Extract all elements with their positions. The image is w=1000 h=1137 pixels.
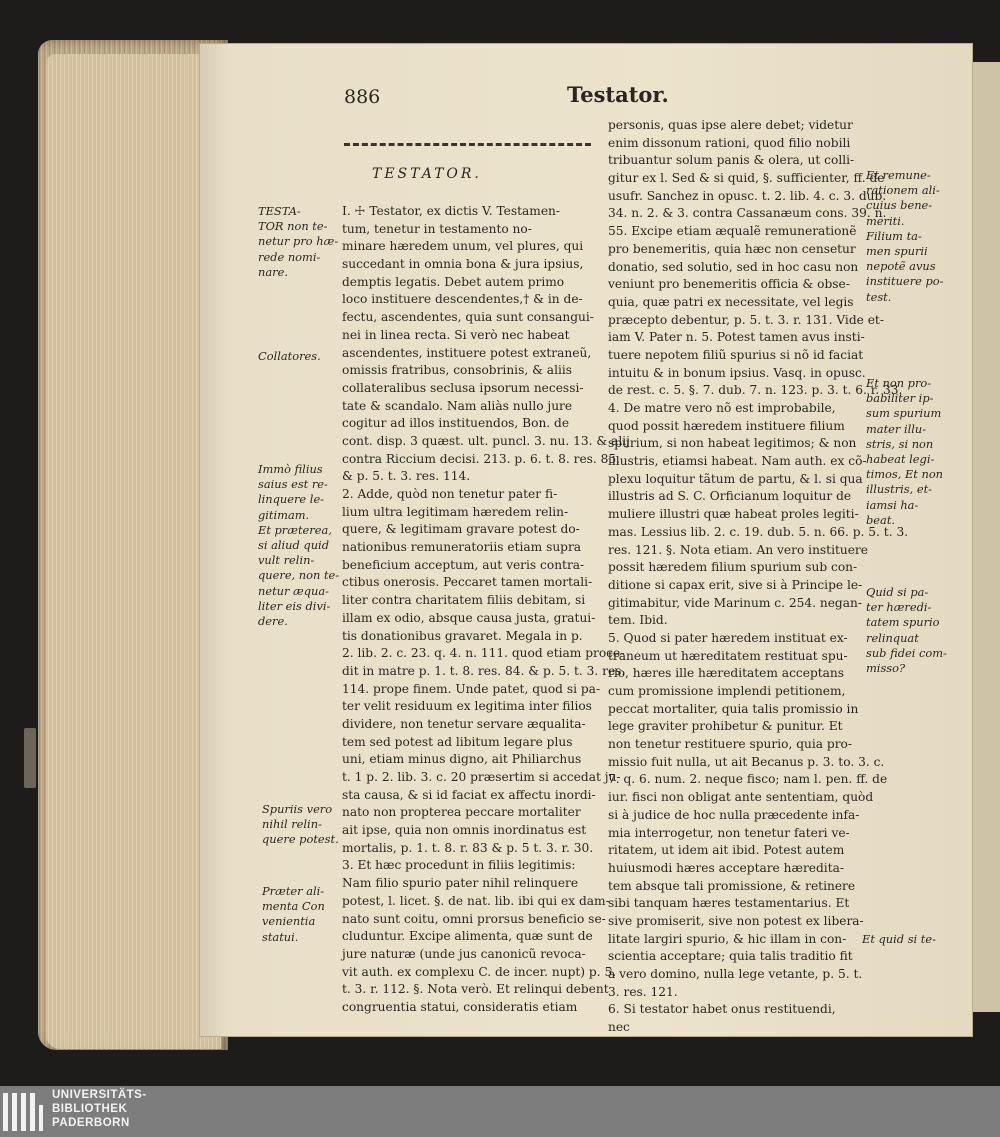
text-line: plexu loquitur tãtum de partu, & l. si qua [608,471,863,486]
margin-note-line: dere. [258,613,288,628]
margin-note-line: Et præterea, [258,522,332,537]
text-line: jure naturæ (unde jus canonicũ revoca- [342,946,586,961]
text-line: 114. prope finem. Unde patet, quod si pa- [342,681,601,696]
margin-note-line: saius est re- [258,477,328,492]
margin-note-line: TOR non te- [258,219,328,234]
margin-note-line: venientia [262,914,316,929]
margin-note-line: Spuriis vero [262,802,333,816]
text-line: beneficium acceptum, aut veris contra- [342,557,585,572]
margin-note [258,462,339,629]
text-line: 3. res. 121. [608,984,678,999]
margin-note-line: statui. [262,929,299,944]
text-line: tribuantur solum panis & olera, ut colli- [608,153,855,168]
margin-note-line: quere potest. [262,832,339,847]
text-line: usufr. Sanchez in opusc. t. 2. lib. 4. c. 3. dub. [608,188,887,203]
text-line: non tenetur restituere spurio, quia pro- [608,737,852,752]
library-name-line: UNIVERSITÄTS- [52,1089,147,1101]
text-line: muliere illustri quæ habeat proles legiti- [608,507,859,522]
text-line: sibi tanquam hæres testamentarius. Et [608,896,850,911]
margin-note [262,802,339,848]
margin-note-line: mater illu- [866,421,927,436]
margin-note-line: iamsi ha- [866,497,919,512]
margin-note-line: menta Con [262,899,325,914]
text-line: enim dissonum rationi, quod filio nobili [608,135,851,150]
text-line: pro benemeritis, quia hæc non censetur [608,241,856,256]
margin-note-line: meriti. [866,213,905,228]
text-line: t. 1 p. 2. lib. 3. c. 20 præsertim si accedat ju- [342,770,621,784]
text-line: congruentia statui, consideratis etiam [342,999,578,1014]
text-line: illam ex odio, absque causa justa, gratui- [342,610,596,625]
margin-note-line: Immò filius [258,462,323,476]
text-line: tis donationibus gravaret. Megala in p. [342,628,583,643]
text-line: ctibus onerosis. Peccaret tamen mortali- [342,575,593,590]
text-line: possit hæredem filium spurium sub con- [608,560,858,575]
text-line: intuitu & in bonum ipsius. Vasq. in opusc. [608,365,866,380]
margin-note-line: rationem ali- [866,183,940,198]
margin-note-line: tatem spurio [866,615,940,630]
text-line: quod possit hæredem instituere filium [608,418,845,433]
text-line: si à judice de hoc nulla præcedente infa- [608,807,860,822]
text-line: nationibus remuneratoriis etiam supra [342,540,582,555]
margin-note [258,349,321,364]
margin-note-line: gitimam. [258,507,310,522]
margin-note-line: Et remune- [866,168,931,182]
text-line: iur. fisci non obligat ante sententiam, quòd [608,790,874,805]
margin-note-line: netur pro hæ- [258,234,339,249]
text-line: illustris ad S. C. Orficianum loquitur de [608,489,852,504]
margin-note-line: Filium ta- [866,228,922,243]
facing-page-edge [972,62,1000,1012]
text-line: personis, quas ipse alere debet; videtur [608,118,853,132]
margin-note [862,932,936,947]
text-line: vit auth. ex complexu C. de incer. nupt) p. 5. [342,964,617,979]
margin-note-line: Collatores. [258,349,321,363]
text-line: tum, tenetur in testamento no- [342,221,532,236]
text-line: mia interrogetur, non tenetur fateri ve- [608,825,850,840]
margin-note-line: Præter ali- [262,884,325,898]
text-line: omissis fratribus, consobrinis, & aliis [342,363,573,378]
margin-note [866,168,944,305]
text-line: tem sed potest ad libitum legare plus [342,734,573,749]
footer-bar [0,1086,1000,1137]
text-line: succedant in omnia bona & jura ipsius, [342,257,584,272]
text-line: 5. Quod si pater hæredem instituat ex- [608,630,848,645]
margin-note-line: nihil relin- [262,817,322,832]
library-name-line: BIBLIOTHEK [52,1103,128,1115]
text-line: 2. lib. 2. c. 23. q. 4. n. 111. quod etiam proce- [342,646,625,661]
text-line: mortalis, p. 1. t. 8. r. 83 & p. 5 t. 3. r. 30. [342,840,594,855]
text-line: lium ultra legitimam hæredem relin- [342,504,569,519]
margin-note-line: instituere po- [866,274,944,289]
section-heading: TESTATOR. [372,166,482,182]
text-line: donatio, sed solutio, sed in hoc casu non [608,259,859,274]
margin-note-line: vult relin- [258,553,315,568]
margin-note-line: si aliud quid [258,537,329,552]
text-line: nato non propterea peccare mortaliter [342,805,581,820]
text-line: illustris, etiamsi habeat. Nam auth. ex cõ- [608,454,867,469]
margin-note-line: netur æqua- [258,583,330,598]
text-line: 55. Excipe etiam æqualẽ remunerationẽ [608,224,857,239]
text-line: contra Riccium decisi. 213. p. 6. t. 8. res. 85. [342,451,621,466]
text-line: iam V. Pater n. 5. Potest tamen avus insti- [608,330,865,345]
text-line: 4. De matre vero nõ est improbabile, [608,401,836,415]
text-line: 3. Et hæc procedunt in filiis legitimis: [342,858,576,873]
text-line: spurium, si non habeat legitimos; & non [608,436,857,451]
margin-note [262,884,325,945]
text-line: nato sunt coitu, omni prorsus beneficio se- [342,911,606,926]
margin-note-line: linquere le- [258,492,325,507]
text-line: peccat mortaliter, quia talis promissio in [608,701,859,716]
text-line: à vero domino, nulla lege vetante, p. 5. t. [608,967,863,981]
book-page-edges [46,54,221,1049]
text-line: quere, & legitimam gravare potest do- [342,522,580,537]
text-line: 6. Si testator habet onus restituendi, [608,1002,836,1017]
text-line: & p. 5. t. 3. res. 114. [342,469,471,484]
text-line: tate & scandalo. Nam aliàs nullo jure [342,398,573,413]
margin-note-line: stris, si non [866,436,934,451]
margin-note-line: babiliter ip- [866,391,934,406]
text-line: veniunt pro benemeritis officia & obse- [608,277,850,292]
text-line: de rest. c. 5. §. 7. dub. 7. n. 123. p. 3. t. 6. r. 33. [608,383,903,398]
text-line: mas. Lessius lib. 2. c. 19. dub. 5. n. 66. p. 5. t. 3. [608,524,909,539]
margin-note [866,585,947,676]
text-line: sta causa, & si id faciat ex affectu inordi- [342,787,596,802]
text-line: ditione si capax erit, sive si à Principe le- [608,577,863,592]
text-line: 7. q. 6. num. 2. neque fisco; nam l. pen. ff. de [608,772,888,787]
text-line: litate largiri spurio, & hic illam in con- [608,931,847,946]
margin-note-line: Et non pro- [866,376,932,390]
text-line: missio fuit nulla, ut ait Becanus p. 3. to. 3. c. [608,754,885,769]
margin-note-line: beat. [866,512,896,527]
text-line: 2. Adde, quòd non tenetur pater fi- [342,487,558,501]
text-line: tem. Ibid. [608,613,668,628]
text-line: nei in linea recta. Si verò nec habeat [342,327,570,342]
text-line: res. 121. §. Nota etiam. An vero instituere [608,542,868,557]
margin-note-line: Quid si pa- [866,585,929,599]
text-line: lege graviter prohibetur & punitur. Et [608,719,843,734]
text-line: dividere, non tenetur servare æqualita- [342,716,586,731]
text-line: scientia acceptare; quia talis traditio fit [608,949,853,964]
text-line: I. ☩ Testator, ex dictis V. Testamen- [342,204,561,218]
margin-note-line: men spurii [866,243,928,258]
text-line: gitimabitur, vide Marinum c. 254. negan- [608,595,862,610]
text-line: demptis legatis. Debet autem primo [342,274,565,289]
text-line: potest, l. licet. §. de nat. lib. ibi qui ex dam- [342,893,610,908]
text-line: nec [608,1020,630,1035]
text-line: sive promiserit, sive non potest ex libera- [608,913,864,928]
text-line: collateralibus seclusa ipsorum necessi- [342,380,584,395]
margin-note-line: habeat legi- [866,451,935,466]
left-text-column [342,203,630,1017]
text-line: ait ipse, quia non omnis inordinatus est [342,823,587,838]
header-rule [344,143,591,146]
text-line: Nam filio spurio pater nihil relinquere [342,876,579,891]
library-logo-icon [0,1089,46,1135]
text-line: cum promissione implendi petitionem, [608,684,846,698]
margin-note-line: timos, Et non [866,467,944,482]
text-line: gitur ex l. Sed & si quid, §. sufficienter, ff. de [608,171,885,186]
text-line: præcepto debentur, p. 5. t. 3. r. 131. Vide et- [608,312,884,327]
text-line: ritatem, ut idem ait ibid. Potest autem [608,843,845,858]
margin-note-line: quere, non te- [258,568,340,583]
text-line: 34. n. 2. & 3. contra Cassanæum cons. 39. n. [608,206,887,221]
text-line: huiusmodi hæres acceptare hæredita- [608,860,844,875]
margin-note-line: sub fidei com- [866,645,947,660]
running-head: Testator. [567,82,669,107]
text-line: cont. disp. 3 quæst. ult. puncl. 3. nu. 13. & alij [342,433,630,448]
margin-note [258,204,338,280]
text-line: tem absque tali promissione, & retinere [608,878,856,893]
text-line: loco instituere descendentes,† & in de- [342,292,583,307]
text-line: traneum ut hæreditatem restituat spu- [608,648,848,663]
margin-note-line: nepotẽ avus [866,259,936,274]
margin-note-line: sum spurium [866,406,942,421]
book-clasp [24,728,36,788]
margin-note-line: illustris, et- [866,482,933,497]
margin-note-line: Et quid si te- [862,932,936,946]
margin-note-line: TESTA- [258,204,301,218]
library-name-line: PADERBORN [52,1117,130,1129]
text-line: t. 3. r. 112. §. Nota verò. Et relinqui debent [342,982,609,997]
text-line: quia, quæ patri ex necessitate, vel legis [608,294,854,309]
margin-note-line: liter eis divi- [258,598,331,613]
text-line: cluduntur. Excipe alimenta, quæ sunt de [342,929,593,944]
text-line: tuere nepotem filiũ spurius si nõ id faciat [608,347,864,362]
text-line: rio, hæres ille hæreditatem acceptans [608,666,845,681]
margin-note [866,376,943,528]
text-line: fectu, ascendentes, quia sunt consangui- [342,310,594,325]
text-line: cogitur ad illos instituendos, Bon. de [342,416,570,431]
text-line: ter velit residuum ex legitima inter filios [342,699,592,714]
text-line: ascendentes, instituere potest extraneũ, [342,345,592,360]
margin-note-line: misso? [866,660,906,675]
margin-note-line: rede nomi- [258,249,321,264]
text-line: dit in matre p. 1. t. 8. res. 84. & p. 5. t. 3. res. [342,663,626,678]
margin-note-line: ter hæredi- [866,600,932,615]
text-line: minare hæredem unum, vel plures, qui [342,239,584,254]
margin-note-line: test. [866,289,892,304]
page-number: 886 [344,86,381,108]
margin-note-line: cuius bene- [866,198,933,213]
text-line: liter contra charitatem filiis debitam, si [342,593,586,608]
margin-note-line: relinquat [866,630,919,645]
text-line: uni, etiam minus digno, ait Philiarchus [342,752,582,767]
library-name [52,1088,147,1130]
margin-note-line: nare. [258,264,288,279]
